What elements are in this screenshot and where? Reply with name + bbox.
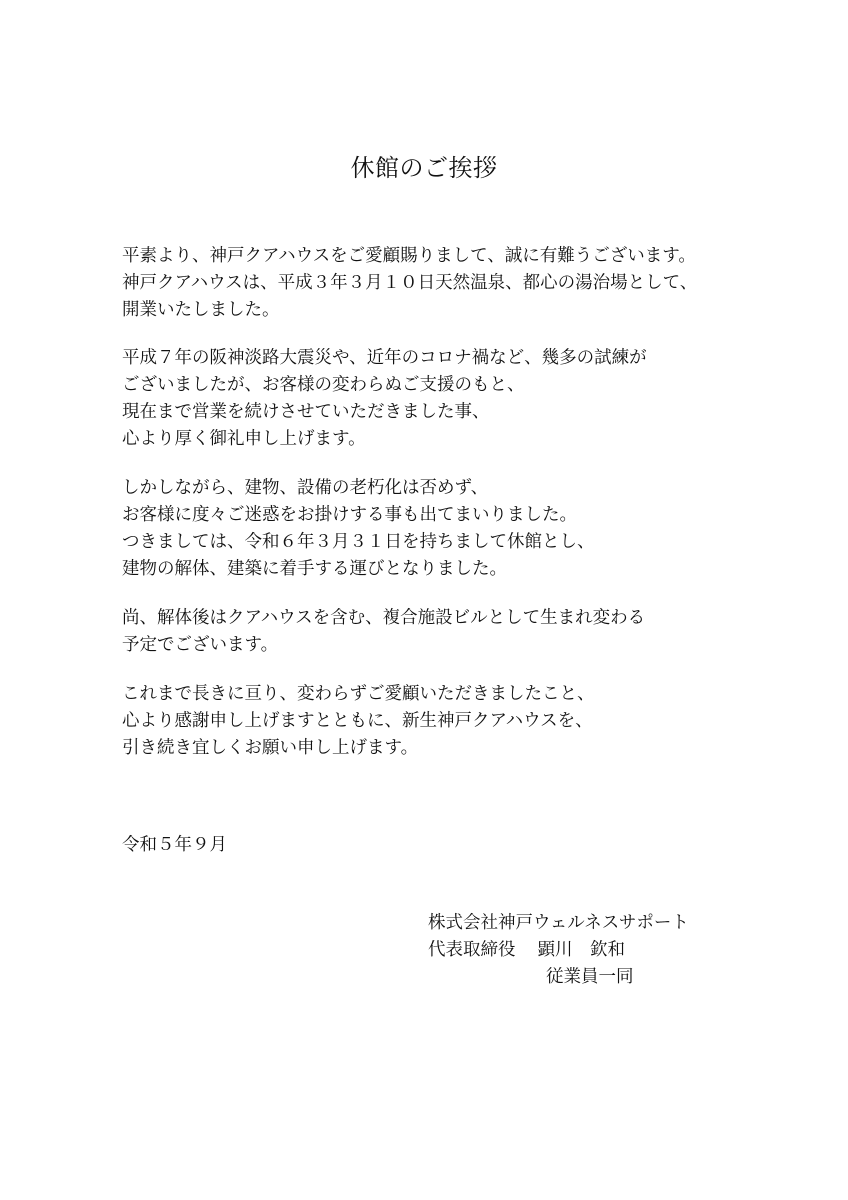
- paragraph-line: 現在まで営業を続けさせていただきました事、: [122, 402, 490, 422]
- paragraph-line: 心より感謝申し上げますとともに、新生神戸クアハウスを、: [122, 711, 593, 731]
- signature-representative: [428, 937, 625, 964]
- paragraph-line: 平素より、神戸クアハウスをご愛顧賜りまして、誠に有難うございます。: [122, 246, 696, 266]
- paragraph-future: [122, 605, 762, 659]
- paragraph-greeting: [122, 243, 762, 324]
- paragraph-line: お客様に度々ご迷惑をお掛けする事も出てまいりました。: [122, 505, 577, 525]
- paragraph-thanks: [122, 681, 762, 762]
- paragraph-line: これまで長きに亘り、変わらずご愛顧いただきましたこと、: [122, 684, 595, 704]
- paragraph-line: 心より厚く御礼申し上げます。: [122, 429, 366, 449]
- page-title: 休館のご挨拶: [350, 154, 498, 182]
- signature-staff: 従業員一同: [546, 967, 634, 987]
- paragraph-line: 開業いたしました。: [122, 300, 280, 320]
- paragraph-line: 建物の解体、建築に着手する運びとなりました。: [122, 559, 507, 579]
- paragraph-history: [122, 345, 762, 453]
- paragraph-line: つきましては、令和６年３月３１日を持ちまして休館とし、: [122, 532, 595, 552]
- paragraph-line: 神戸クアハウスは、平成３年３月１０日天然温泉、都心の湯治場として、: [122, 273, 698, 293]
- signature-company: 株式会社神戸ウェルネスサポート: [428, 913, 689, 933]
- paragraph-line: 尚、解体後はクアハウスを含む、複合施設ビルとして生まれ変わる: [122, 608, 646, 628]
- signature-rep-name: 顕川 欽和: [537, 940, 625, 960]
- letter-date: 令和５年９月: [122, 835, 227, 855]
- paragraph-line: 平成７年の阪神淡路大震災や、近年のコロナ禍など、幾多の試練が: [122, 348, 647, 368]
- signature-rep-title: 代表取締役: [428, 940, 516, 960]
- paragraph-line: ございましたが、お客様の変わらぬご支援のもと、: [122, 375, 525, 395]
- paragraph-closure: [122, 475, 762, 583]
- paragraph-line: 引き続き宜しくお願い申し上げます。: [122, 738, 419, 758]
- paragraph-line: しかしながら、建物、設備の老朽化は否めず、: [122, 478, 489, 498]
- paragraph-line: 予定でございます。: [122, 635, 279, 655]
